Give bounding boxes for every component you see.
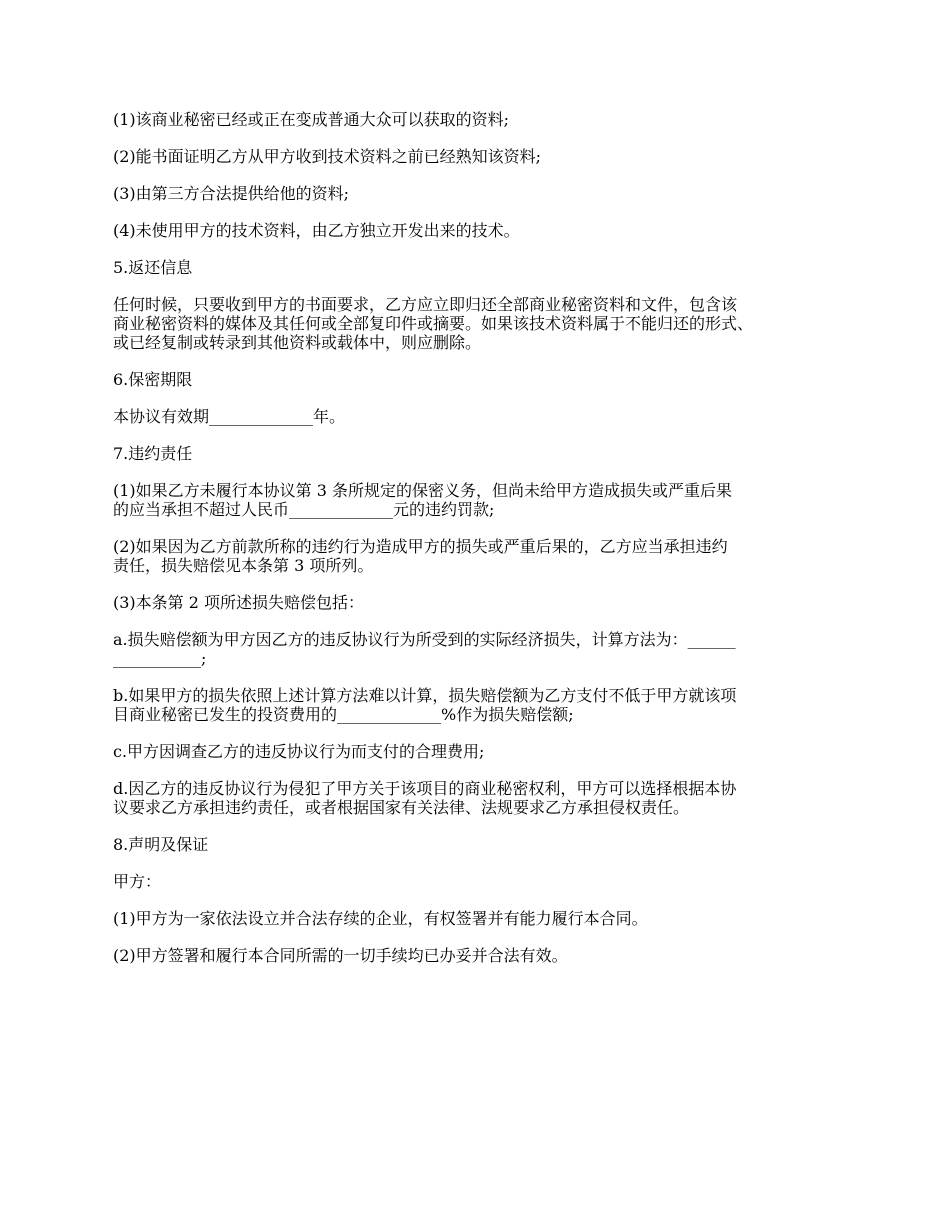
text-line: (2)能书面证明乙方从甲方收到技术资料之前已经熟知该资料;: [113, 147, 542, 166]
text-line: c.甲方因调查乙方的违反协议行为而支付的合理费用;: [113, 742, 485, 761]
text-line: (3)由第三方合法提供给他的资料;: [113, 184, 350, 203]
clause-1-item-1: [113, 110, 858, 129]
section-heading-confidentiality-period: [113, 370, 858, 389]
text-line: a.损失赔偿额为甲方因乙方的违反协议行为所受到的实际经济损失，计算方法为：______: [113, 630, 736, 649]
breach-item-1: [113, 481, 858, 519]
text-line: 目商业秘密已发生的投资费用的_____________%作为损失赔偿额;: [113, 705, 574, 724]
clause-1-item-2: [113, 147, 858, 166]
section-heading-declarations: [113, 835, 858, 854]
text-line: (1)该商业秘密已经或正在变成普通大众可以获取的资料;: [113, 110, 510, 129]
compensation-item-a: [113, 630, 858, 668]
party-a-declaration-2: [113, 946, 858, 965]
section-heading-breach-liability: [113, 444, 858, 463]
text-line: (2)如果因为乙方前款所称的违约行为造成甲方的损失或严重后果的，乙方应当承担违约: [113, 537, 728, 556]
compensation-item-c: [113, 742, 858, 761]
text-line: 商业秘密资料的媒体及其任何或全部复印件或摘要。如果该技术资料属于不能归还的形式、: [113, 314, 754, 333]
text-line: 5.返还信息: [113, 258, 193, 277]
text-line: 或已经复制或转录到其他资料或载体中，则应删除。: [113, 333, 482, 352]
text-line: (2)甲方签署和履行本合同所需的一切手续均已办妥并合法有效。: [113, 946, 568, 965]
text-line: 本协议有效期_____________年。: [113, 407, 346, 426]
clause-1-item-3: [113, 184, 858, 203]
text-line: 6.保密期限: [113, 370, 193, 389]
party-a-declaration-1: [113, 909, 858, 928]
validity-period-paragraph: [113, 407, 858, 426]
text-line: 责任，损失赔偿见本条第 3 项所列。: [113, 556, 374, 575]
clause-1-item-4: [113, 221, 858, 240]
text-line: 的应当承担不超过人民币_____________元的违约罚款;: [113, 500, 495, 519]
breach-item-3: [113, 593, 858, 612]
text-line: (1)甲方为一家依法设立并合法存续的企业，有权签署并有能力履行本合同。: [113, 909, 648, 928]
text-line: b.如果甲方的损失依照上述计算方法难以计算，损失赔偿额为乙方支付不低于甲方就该项: [113, 686, 737, 705]
text-line: ___________;: [113, 649, 207, 668]
compensation-item-d: [113, 779, 858, 817]
text-line: (1)如果乙方未履行本协议第 3 条所规定的保密义务，但尚未给甲方造成损失或严重后果: [113, 481, 733, 500]
text-line: d.因乙方的违反协议行为侵犯了甲方关于该项目的商业秘密权利，甲方可以选择根据本协: [113, 779, 737, 798]
text-line: 7.违约责任: [113, 444, 193, 463]
text-line: 8.声明及保证: [113, 835, 209, 854]
party-a-label: [113, 872, 858, 891]
text-line: (4)未使用甲方的技术资料，由乙方独立开发出来的技术。: [113, 221, 520, 240]
breach-item-2: [113, 537, 858, 575]
text-line: (3)本条第 2 项所述损失赔偿包括：: [113, 593, 365, 612]
return-info-paragraph: [113, 295, 858, 352]
text-line: 甲方：: [113, 872, 162, 891]
document-body: [113, 110, 858, 983]
section-heading-return-info: [113, 258, 858, 277]
text-line: 议要求乙方承担违约责任，或者根据国家有关法律、法规要求乙方承担侵权责任。: [113, 798, 690, 817]
text-line: 任何时候，只要收到甲方的书面要求，乙方应立即归还全部商业秘密资料和文件，包含该: [113, 295, 738, 314]
compensation-item-b: [113, 686, 858, 724]
